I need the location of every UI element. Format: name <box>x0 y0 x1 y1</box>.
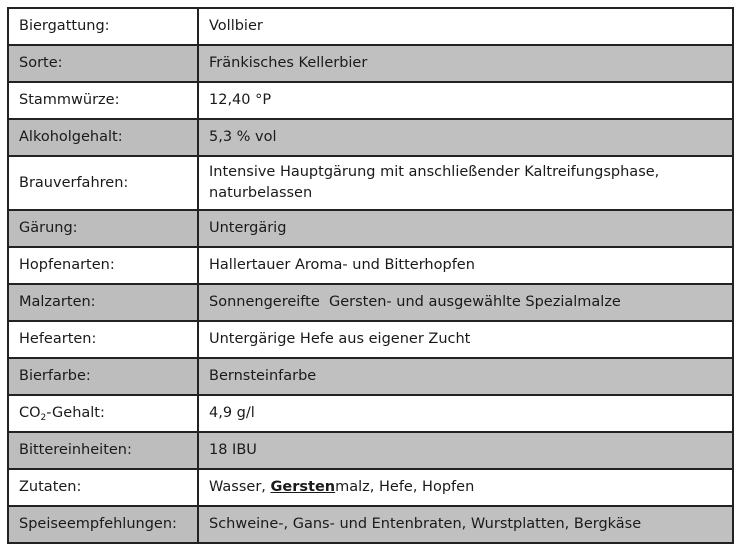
ingredients-prefix: Wasser, <box>209 479 271 495</box>
row-label: Bierfarbe: <box>8 358 198 395</box>
row-label: Hefearten: <box>8 321 198 358</box>
row-label: Zutaten: <box>8 469 198 506</box>
ingredients-highlight: Gersten <box>270 479 336 495</box>
table-row <box>8 432 733 469</box>
row-value: 4,9 g/l <box>198 395 733 432</box>
table-row <box>8 45 733 82</box>
co2-subscript: 2 <box>40 413 47 423</box>
row-value: Sonnengereifte Gersten- und ausgewählte Spezialmalze <box>198 284 733 321</box>
row-value: 12,40 °P <box>198 82 733 119</box>
row-value-line: naturbelassen <box>209 185 313 201</box>
row-label: Hopfenarten: <box>8 247 198 284</box>
row-label: Alkoholgehalt: <box>8 119 198 156</box>
row-value: 5,3 % vol <box>198 119 733 156</box>
row-label: Brauverfahren: <box>8 156 198 210</box>
table-row <box>8 82 733 119</box>
co2-label-suffix: -Gehalt: <box>46 405 105 421</box>
row-value: 18 IBU <box>198 432 733 469</box>
row-value <box>198 469 733 506</box>
table-row <box>8 119 733 156</box>
row-value-line: Intensive Hauptgärung mit anschließender Kaltreifungsphase, <box>209 164 660 180</box>
table-row <box>8 210 733 247</box>
table-row <box>8 469 733 506</box>
row-label: Malzarten: <box>8 284 198 321</box>
table-row <box>8 321 733 358</box>
row-label: Stammwürze: <box>8 82 198 119</box>
row-label: Bittereinheiten: <box>8 432 198 469</box>
row-value: Bernsteinfarbe <box>198 358 733 395</box>
row-value <box>198 156 733 210</box>
row-value: Vollbier <box>198 8 733 45</box>
ingredients-suffix: malz, Hefe, Hopfen <box>335 479 475 495</box>
table-row <box>8 284 733 321</box>
row-label: Biergattung: <box>8 8 198 45</box>
beer-spec-table <box>7 7 734 544</box>
table-row <box>8 506 733 543</box>
row-value: Untergärige Hefe aus eigener Zucht <box>198 321 733 358</box>
row-label: Speiseempfehlungen: <box>8 506 198 543</box>
row-value: Hallertauer Aroma- und Bitterhopfen <box>198 247 733 284</box>
co2-label-prefix: CO <box>19 405 41 421</box>
row-value: Schweine-, Gans- und Entenbraten, Wurstplatten, Bergkäse <box>198 506 733 543</box>
table-row <box>8 358 733 395</box>
row-label <box>8 395 198 432</box>
row-value: Untergärig <box>198 210 733 247</box>
table-row <box>8 247 733 284</box>
table-row <box>8 8 733 45</box>
row-label: Sorte: <box>8 45 198 82</box>
row-value: Fränkisches Kellerbier <box>198 45 733 82</box>
table-row <box>8 395 733 432</box>
row-label: Gärung: <box>8 210 198 247</box>
table-row <box>8 156 733 210</box>
